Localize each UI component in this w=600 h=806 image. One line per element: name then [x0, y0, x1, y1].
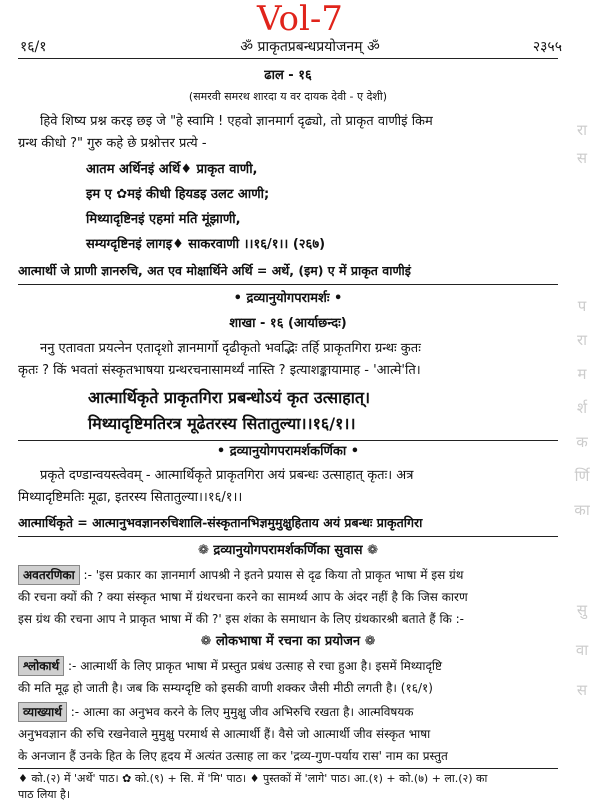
shloka-line: आत्मार्थिकृते प्राकृतगिरा प्रबन्धोऽयं कृत उत्साहात्। — [88, 388, 371, 407]
avataranika-text: की रचना क्यों की ? क्या संस्कृत भाषा में ग्रंथरचना करने का सामर्थ्य आप के अंदर नहीं है कि जिस कारण — [18, 590, 468, 604]
avataranika-line — [18, 565, 463, 585]
header-rule — [18, 58, 558, 59]
avataranika-text: इस ग्रंथ की रचना आप ने प्राकृत भाषा में की ?' इस शंका के समाधान के लिए ग्रंथकारश्री बताते हैं कि :- — [18, 612, 464, 626]
vyakhyarth-text: :- आत्मा का अनुभव करने के लिए मुमुक्षु जीव अभिरुचि रखता है। आत्मविषयक — [70, 705, 414, 719]
dhal-intro-line: ग्रन्थ कीधो ?" गुरु कहे छे प्रश्नोत्तर प्रत्ये - — [18, 136, 207, 151]
avataranika-text: :- 'इस प्रकार का ज्ञानमार्ग आपश्री ने इतने प्रयास से दृढ किया तो प्राकृत भाषा में इस ग्रंथ — [83, 568, 464, 582]
side-char: रा — [576, 331, 588, 349]
paramarsha-text: ननु एतावता प्रयत्नेन एतादृशो ज्ञानमार्गो दृढीकृतो भवद्भिः तर्हि प्राकृतगिरा ग्रन्थः कुतः — [40, 341, 421, 356]
side-char: रा — [576, 121, 588, 139]
side-char: र्णि — [574, 467, 590, 485]
vyakhyarth-tag: व्याख्यार्थ — [18, 702, 67, 722]
side-char: प — [577, 297, 587, 315]
paramarsha-text: कृतः ? किं भवतां संस्कृतभाषया ग्रन्थरचनासामर्थ्यं नास्ति ? इत्याशङ्कायामाह - 'आत्मे'ति। — [18, 363, 421, 378]
verse-line: आतम अर्थिनइं अर्थि♦ प्राकृत वाणी, — [86, 162, 258, 177]
vyakhyarth-line — [18, 702, 414, 722]
footnote-rule — [18, 768, 558, 769]
section-rule — [18, 536, 558, 537]
side-char: वा — [575, 641, 589, 659]
karnika-text: मिथ्यादृष्टिमतिः मूढा, इतरस्य सितातुल्या।।१६/१।। — [18, 490, 243, 505]
karnika-heading: • द्रव्यानुयोगपरामर्शकर्णिका • — [216, 444, 360, 459]
karnika-gloss: आत्मार्थिकृते = आत्मानुभवज्ञानरुचिशालि-संस्कृतानभिज्ञमुमुक्षुहिताय अयं प्रबन्धः प्राकृतगिरा — [18, 515, 423, 530]
section-rule — [18, 440, 558, 441]
verse-line: इम ए ✿मइं कीधी हियडइ उलट आणी; — [86, 187, 270, 202]
vyakhyarth-text: के अनजान हैं उनके हित के लिए हृदय में अत्यंत उत्साह ला कर 'द्रव्य-गुण-पर्याय रास' नाम का प्रस्तुत — [18, 749, 448, 763]
side-char: सु — [576, 601, 588, 619]
dhal-intro-line: हिवे शिष्य प्रश्न करइ छइ जे "हे स्वामि ! एहवो ज्ञानमार्ग दृढ्यो, तो प्राकृत वाणीइं किम — [40, 114, 433, 129]
paramarsha-heading: • द्रव्यानुयोगपरामर्शः • — [233, 291, 343, 306]
chapter-number: १६/१ — [20, 39, 47, 55]
volume-label: Vol-7 — [257, 0, 343, 39]
side-char: र्श — [576, 399, 588, 417]
verse-line: सम्यग्दृष्टिनइं लागइ♦ साकरवाणी ।।१६/१।। (२६७) — [86, 237, 326, 252]
vyakhyarth-text: अनुभवज्ञान की रुचि रखनेवाले मुमुक्षु परमार्थ से आत्मार्थी हैं। वैसे जो आत्मार्थी जीव संस्कृत भाषा — [18, 727, 431, 741]
verse-line: मिथ्यादृष्टिनइं एहमां मति मूंझाणी, — [86, 212, 241, 227]
avataranika-tag: अवतरणिका — [18, 565, 80, 585]
dhal-subtitle: (समरवी समरथ शारदा य वर दायक देवी - ए देशी) — [188, 90, 388, 103]
page-number: २३५५ — [532, 39, 562, 55]
shlokarth-line — [18, 656, 442, 676]
shlokarth-text: की मति मूढ़ हो जाती है। जब कि सम्यग्दृष्टि को इसकी वाणी शक्कर जैसी मीठी लगती है। (१६/१) — [18, 681, 433, 695]
section-rule — [18, 284, 558, 285]
suvas-heading: ❁ द्रव्यानुयोगपरामर्शकर्णिका सुवास ❁ — [197, 543, 378, 558]
side-char: का — [574, 501, 590, 519]
side-char: म — [577, 365, 587, 383]
side-char: स — [576, 149, 588, 167]
side-char: क — [576, 433, 588, 451]
shloka-line: मिथ्यादृष्टिमतिरत्र मूढेतरस्य सितातुल्या।।१६/१।। — [88, 414, 356, 433]
running-title: ॐ प्राकृतप्रबन्धप्रयोजनम् ॐ — [240, 39, 380, 55]
footnote-line: ♦ को.(२) में 'अर्थे' पाठ। ✿ को.(९) + सि. में 'मि' पाठ। ♦ पुस्तकों में 'लागे' पाठ। आ.(१) + को.(७) + ला.(२) का — [18, 772, 488, 785]
footnote-line: पाठ लिया है। — [18, 788, 71, 801]
tabo-gloss: आत्मार्थी जे प्राणी ज्ञानरुचि, अत एव मोक्षार्थिने अर्थि = अर्थे, (इम) ए में प्राकृत वाणीइं — [18, 263, 411, 278]
shakha-label: शाखा - १६ (आर्याछन्दः) — [229, 316, 347, 331]
lokbhasha-heading: ❁ लोकभाषा में रचना का प्रयोजन ❁ — [200, 634, 376, 649]
karnika-text: प्रकृते दण्डान्वयस्त्वेवम् - आत्मार्थिकृते प्राकृतगिरा अयं प्रबन्धः उत्साहात् कृतः। अत्र — [40, 468, 414, 483]
shlokarth-text: :- आत्मार्थी के लिए प्राकृत भाषा में प्रस्तुत प्रबंध उत्साह से रचा हुआ है। इसमें मिथ्यादृष्टि — [68, 659, 442, 673]
shlokarth-tag: श्लोकार्थ — [18, 656, 64, 676]
dhal-title: ढाल - १६ — [264, 68, 312, 83]
side-char: स — [576, 681, 588, 699]
